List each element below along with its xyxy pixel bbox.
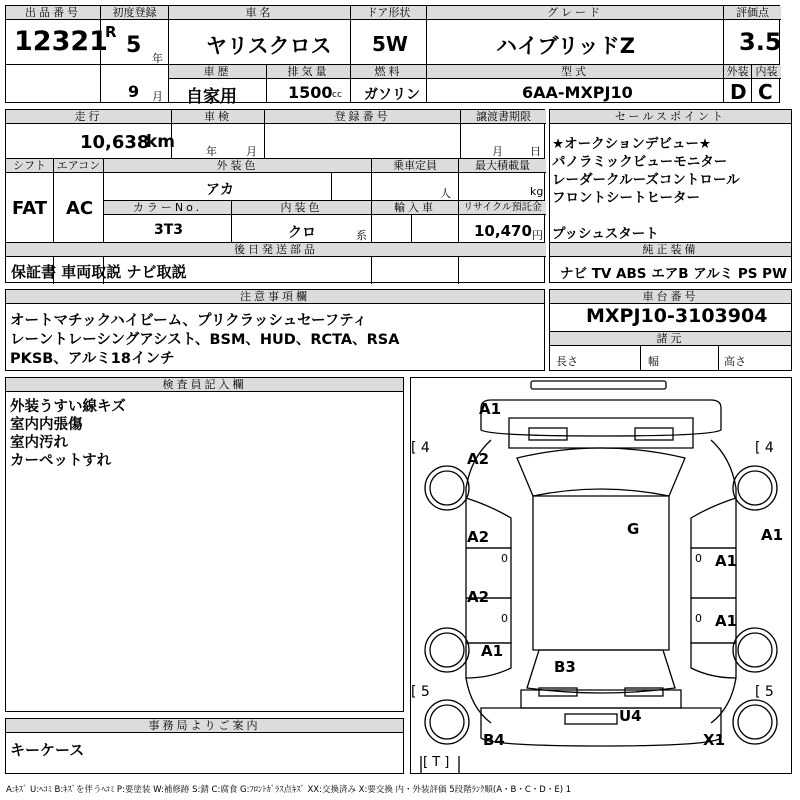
notes-label: 注意事項欄	[6, 290, 544, 304]
sales-point-1: ★オークションデビュー★	[552, 136, 711, 152]
mileage-label: 走行	[6, 110, 171, 124]
mark-front-right-fender: A1	[761, 526, 784, 544]
door-label: ドア形状	[351, 6, 426, 20]
later-docs-value: 保証書 車両取説 ナビ取説	[11, 263, 187, 281]
reg-year: 5	[126, 33, 142, 58]
zero-marker-3: 0	[695, 552, 702, 565]
genuine-items: ナビ TV ABS エアB アルミ PS PW	[560, 266, 787, 282]
sales-point-3: レーダークルーズコントロール	[552, 172, 740, 188]
door-value: 5W	[372, 32, 408, 56]
tire-rear-left: [ 5	[411, 684, 430, 700]
displacement-value: 1500	[288, 83, 333, 102]
chassis-label: 車台番号	[550, 290, 791, 304]
genuine-label: 純正装備	[550, 243, 791, 257]
length-label: 長さ	[556, 355, 578, 368]
width-label: 幅	[648, 355, 659, 368]
inspector-line-2: 室内内張傷	[10, 417, 83, 433]
int-label: 内装	[752, 65, 781, 79]
tire-front-right: [ 4	[755, 440, 774, 456]
mark-rear-bumper-right: X1	[703, 731, 726, 749]
mark-rear-right-door: A1	[715, 612, 738, 630]
mark-front-left-door: A2	[467, 528, 490, 546]
dims-label: 諸元	[550, 332, 791, 346]
mileage-value: 10,638	[80, 132, 150, 153]
sales-point-4: フロントシートヒーター	[552, 190, 700, 206]
fuel-value: ガソリン	[364, 87, 420, 103]
zero-marker-2: 0	[501, 612, 508, 625]
history-label: 車歴	[169, 65, 266, 79]
type-label: 型式	[427, 65, 723, 79]
sales-points-label: セールスポイント	[550, 110, 791, 124]
reg-era: R	[105, 23, 117, 41]
month-unit: 月	[152, 90, 163, 103]
cc-unit: cc	[332, 90, 342, 100]
height-label: 高さ	[724, 355, 746, 368]
ac-label: エアコン	[54, 159, 103, 173]
tire-front-left: [ 4	[411, 440, 430, 456]
notes-line-1: オートマチックハイビーム、プリクラッシュセーフティ	[10, 313, 368, 329]
color-label: 外装色	[104, 159, 371, 173]
notes-line-3: PKSB、アルミ18インチ	[10, 351, 175, 367]
reg-label: 初度登録	[101, 6, 168, 20]
history-value: 自家用	[186, 87, 237, 107]
capacity-unit: 人	[440, 187, 451, 200]
model-name: ヤリスクロス	[206, 34, 332, 58]
transfer-month-unit: 月	[492, 145, 503, 158]
mark-windshield: G	[627, 520, 640, 538]
shift-value: FAT	[12, 198, 48, 219]
int-color-label: 内装色	[232, 201, 371, 215]
type-value: 6AA-MXPJ10	[522, 83, 633, 102]
notes-line-2: レーントレーシングアシスト、BSM、HUD、RCTA、RSA	[10, 332, 400, 348]
tire-rear-right: [ 5	[755, 684, 774, 700]
mark-front-left-fender: A2	[467, 450, 490, 468]
int-grade: C	[758, 80, 773, 104]
color-value: アカ	[206, 182, 234, 198]
year-unit: 年	[152, 52, 163, 65]
ext-grade: D	[730, 80, 747, 104]
notes	[5, 289, 545, 371]
plate-label: 登録番号	[265, 110, 460, 124]
vehicle-header	[5, 5, 782, 107]
sales-point-2: パノラミックビューモニター	[552, 154, 728, 170]
inspector-line-1: 外装うすい線キズ	[10, 399, 126, 415]
mark-front-bumper: A1	[479, 400, 502, 418]
mark-rear-left-fender: A1	[481, 642, 504, 660]
mark-front-right-door: A1	[715, 552, 738, 570]
ac-value: AC	[66, 198, 94, 219]
load-unit: kg	[530, 185, 544, 198]
zero-marker-1: 0	[501, 552, 508, 565]
color-no-value: 3T3	[154, 222, 184, 238]
vehicle-details	[5, 109, 545, 283]
shift-label: シフト	[6, 159, 53, 173]
sales-points	[549, 109, 792, 283]
office-label: 事務局よりご案内	[6, 719, 403, 733]
chassis	[549, 289, 792, 371]
mark-trunk: B3	[554, 658, 576, 676]
color-no-label: カラーNo.	[104, 201, 231, 215]
recycle-value: 10,470	[474, 222, 532, 240]
int-color-value: クロ	[288, 225, 316, 241]
car-outline	[411, 378, 791, 773]
inspection-year-unit: 年	[206, 145, 217, 158]
capacity-label: 乗車定員	[372, 159, 458, 173]
recycle-label: リサイクル預託金	[459, 201, 546, 215]
score-label: 評価点	[724, 6, 781, 20]
transfer-day-unit: 日	[530, 145, 541, 158]
chassis-number: MXPJ10-3103904	[586, 305, 768, 327]
mark-rear-left-door: A2	[467, 588, 490, 606]
load-label: 最大積載量	[459, 159, 546, 173]
int-color-suffix: 系	[356, 229, 367, 242]
ext-label: 外装	[724, 65, 751, 79]
mark-rear-bumper-center: U4	[619, 707, 642, 725]
km-unit: km	[146, 132, 176, 152]
score-value: 3.5	[739, 28, 782, 56]
displacement-label: 排気量	[267, 65, 350, 79]
grade-label: グレード	[427, 6, 723, 20]
later-docs-label: 後日発送部品	[6, 243, 546, 257]
legend: A:ｷｽﾞ U:ﾍｺﾐ B:ｷｽﾞを伴うﾍｺﾐ P:要塗装 W:補修跡 S:錆 C:腐食 G:ﾌﾛﾝﾄｶﾞﾗｽ点ｷｽﾞ XX:交換済み X:要交換 内・外装評価 5段階ﾗﾝｸ順(A・B・C・D・E) 1	[6, 785, 572, 795]
inspector-line-4: カーペットすれ	[10, 453, 112, 469]
zero-marker-4: 0	[695, 612, 702, 625]
lot-number: 12321	[14, 26, 108, 57]
office-notice	[5, 718, 404, 774]
transfer-label: 譲渡書期限	[461, 110, 546, 124]
inspection-month-unit: 月	[246, 145, 257, 158]
inspector-label: 検査員記入欄	[6, 378, 403, 392]
import-label: 輸入車	[372, 201, 458, 215]
lot-label: 出品番号	[6, 6, 100, 20]
office-text: キーケース	[10, 741, 85, 759]
inspection-label: 車検	[172, 110, 264, 124]
yen-unit: 円	[532, 229, 543, 242]
tire-spare: [ T ]	[423, 755, 450, 770]
mark-rear-bumper-left: B4	[483, 731, 505, 749]
damage-diagram	[410, 377, 792, 774]
fuel-label: 燃料	[351, 65, 426, 79]
model-label: 車名	[169, 6, 350, 20]
grade-value: ハイブリッドZ	[496, 34, 635, 58]
reg-month: 9	[128, 82, 140, 101]
sales-point-6: プッシュスタート	[552, 226, 659, 242]
inspector-notes	[5, 377, 404, 712]
inspector-line-3: 室内汚れ	[10, 435, 68, 451]
